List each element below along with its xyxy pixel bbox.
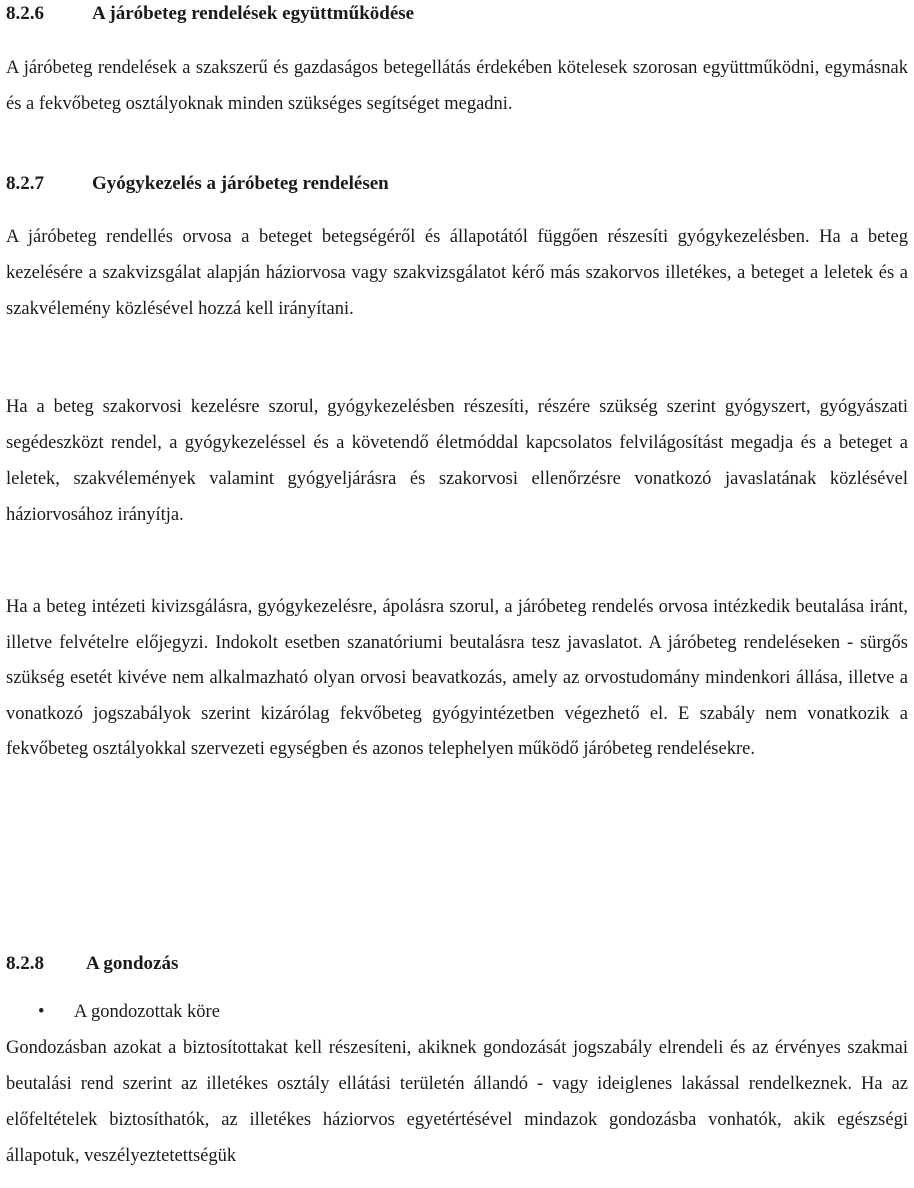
bullet-item [38, 1000, 220, 1024]
paragraph: Gondozásban azokat a biztosítottakat kell részesíteni, akiknek gondozását jogszabály elrendeli és az érvényes szakmai beutalási rend szerint az illetékes osztály ellátási területén állandó - vagy ideiglenes lakással rendelkeznek. Ha az előfeltételek biztosíthatók, az illetékes háziorvos egyetértésével mindazok gondozásba vonhatók, akik egészségi állapotuk, veszélyeztetettségük [6, 1038, 908, 1166]
section-number: 8.2.8 [6, 953, 44, 974]
paragraph: A járóbeteg rendellés orvosa a beteget betegségéről és állapotától függően részesíti gyógykezelésben. Ha a beteg kezelésére a szakvizsgálat alapján háziorvosa vagy szakvizsgálatot kérő más szakorvos illetékes, a beteget a leletek és a szakvélemény közlésével hozzá kell irányítani. [6, 227, 908, 319]
paragraph: Ha a beteg szakorvosi kezelésre szorul, gyógykezelésben részesíti, részére szükség szerint gyógyszert, gyógyászati segédeszközt rendel, a gyógykezeléssel és a követendő életmóddal kapcsolatos felvilágosítást megadja és a beteget a leletek, szakvélemények valamint gyógyeljárásra és szakorvosi ellenőrzésre vonatkozó javaslatának közlésével háziorvosához irányítja. [6, 397, 908, 525]
section-number: 8.2.7 [6, 173, 44, 194]
section-title: Gyógykezelés a járóbeteg rendelésen [92, 173, 389, 194]
paragraph: Ha a beteg intézeti kivizsgálásra, gyógykezelésre, ápolásra szorul, a járóbeteg rendelés orvosa intézkedik beutalása iránt, illetve felvételre előjegyzi. Indokolt esetben szanatóriumi beutalásra tesz javaslatot. A járóbeteg rendeléseken - sürgős szükség esetét kivéve nem alkalmazható olyan orvosi beavatkozás, amely az orvostudomány mindenkori állása, illetve a vonatkozó jogszabályok szerint kizárólag fekvőbeteg gyógyintézetben végezhető el. E szabály nem vonatkozik a fekvőbeteg osztályokkal szervezeti egységben és azonos telephelyen működő járóbeteg rendelésekre. [6, 597, 908, 759]
bullet-dot-icon: • [38, 1002, 45, 1022]
bullet-label: A gondozottak köre [74, 1002, 220, 1022]
section-title: A gondozás [86, 953, 179, 974]
section-heading-8-2-8 [6, 952, 179, 976]
section-title: A járóbeteg rendelések együttműködése [92, 3, 415, 24]
section-number: 8.2.6 [6, 3, 44, 24]
section-heading-8-2-7 [6, 172, 389, 196]
paragraph: A járóbeteg rendelések a szakszerű és gazdaságos betegellátás érdekében kötelesek szorosan együttműködni, egymásnak és a fekvőbeteg osztályoknak minden szükséges segítséget megadni. [6, 58, 908, 114]
section-heading-8-2-6 [6, 2, 415, 26]
